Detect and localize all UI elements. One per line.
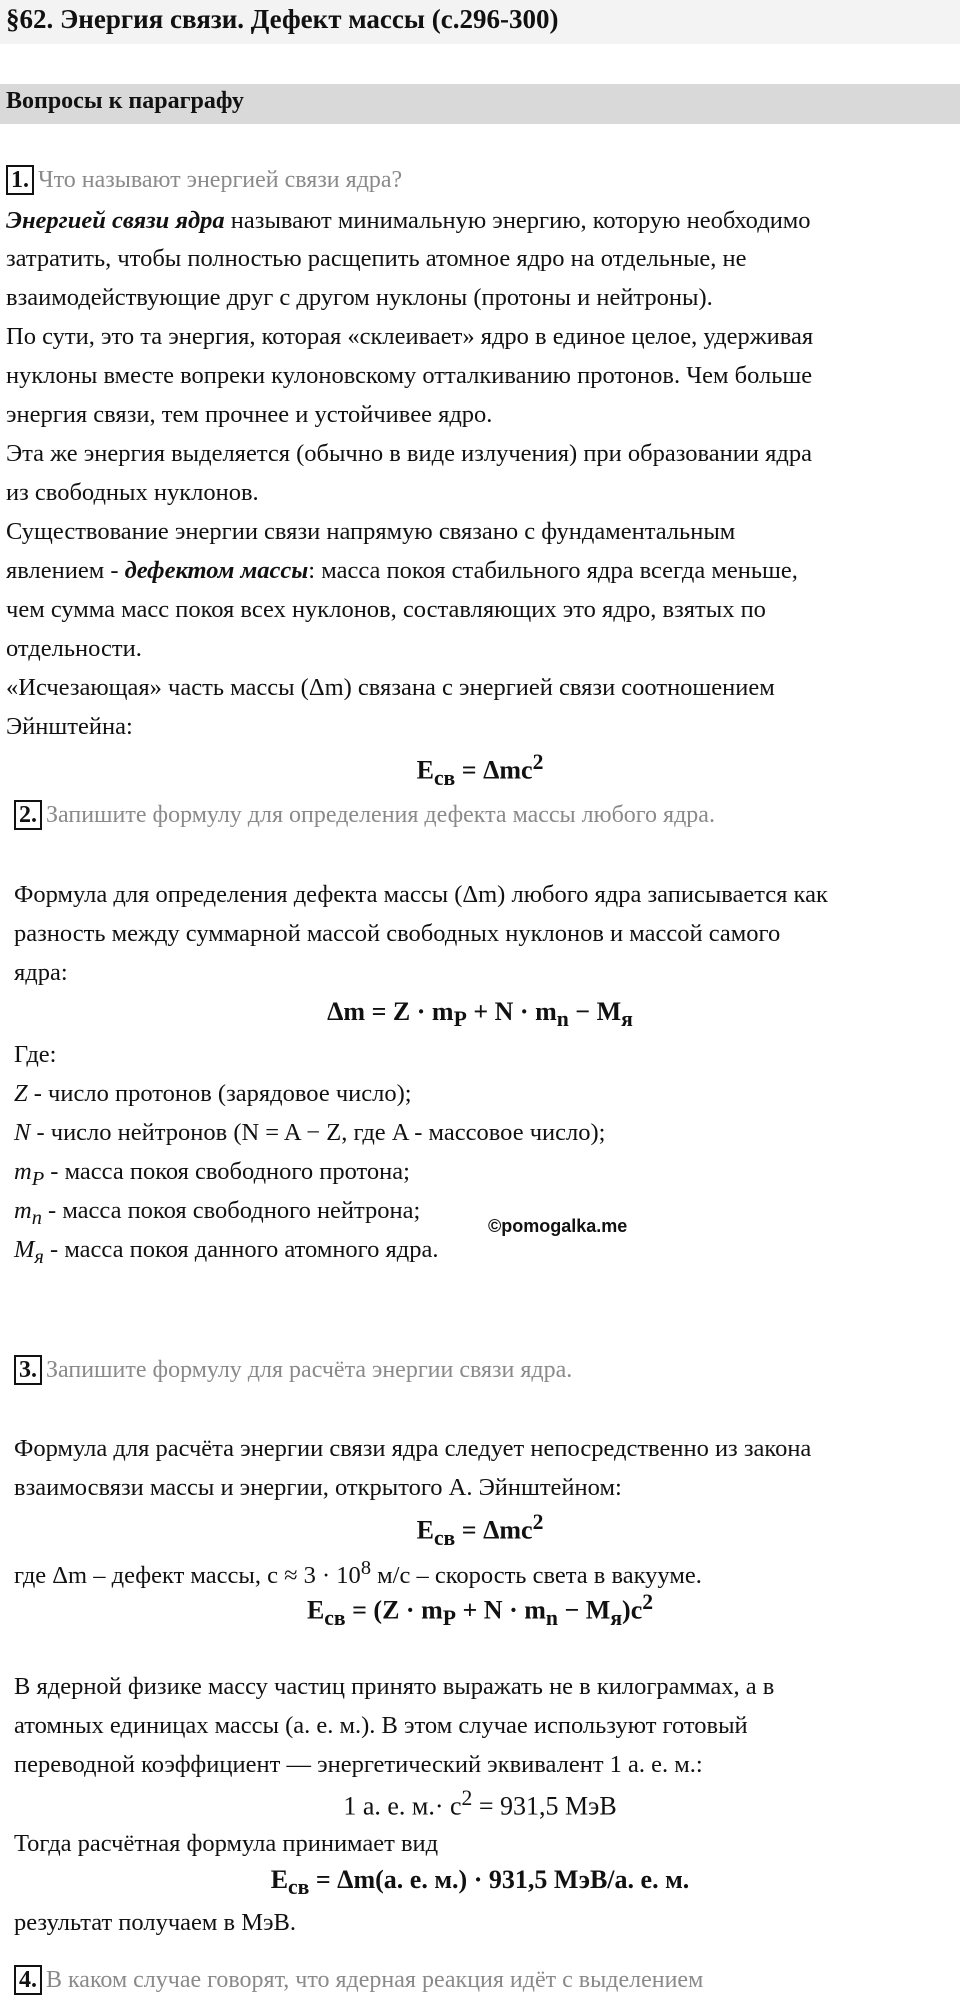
symbol-mn: $m_n$ [14, 1197, 42, 1229]
definition-text: - масса покоя свободного протона; [44, 1158, 410, 1185]
answer-line: Тогда расчётная формула принимает вид [14, 1830, 439, 1857]
answer-line: энергия связи, тем прочнее и устойчивее ядро. [6, 401, 493, 428]
answer-line: переводной коэффициент — энергетический эквивалент 1 а. е. м.: [14, 1751, 703, 1778]
answer-line: взаимодействующие друг с другом нуклоны (протоны и нейтроны). [6, 284, 713, 311]
answer-text: : масса покоя стабильного ядра всегда меньше, [308, 557, 798, 584]
answer-line: По сути, это та энергия, которая «склеивает» ядро в единое целое, удерживая [6, 323, 814, 350]
answer-line [6, 202, 811, 240]
term-binding-energy: Энергией связи ядра [6, 207, 225, 234]
definition-text: - масса покоя свободного нейтрона; [41, 1197, 421, 1224]
question-number-1: 1. [6, 165, 34, 195]
answer-line: ядра: [14, 959, 68, 986]
definition-text: - число нейтронов (N = A − Z, где A - массовое число); [30, 1119, 606, 1146]
answer-line: где Δm – дефект массы, $c \approx 3 \cdot 10^8$ м/с – скорость света в вакууме. [14, 1557, 702, 1590]
symbol-n: N [14, 1119, 31, 1146]
answer-line: Формула для расчёта энергии связи ядра следует непосредственно из закона [14, 1435, 812, 1462]
answer-text: явлением - [6, 557, 125, 584]
answer-line [6, 552, 798, 590]
where-label: Где: [14, 1041, 57, 1068]
answer-line: Существование энергии связи напрямую связано с фундаментальным [6, 518, 736, 545]
question-number-3: 3. [14, 1355, 42, 1385]
answer-line: Эта же энергия выделяется (обычно в виде излучения) при образовании ядра [6, 440, 812, 467]
answer-line: «Исчезающая» часть массы (Δm) связана с энергией связи соотношением [6, 674, 775, 701]
answer-line: Формула для определения дефекта массы (Δm) любого ядра записывается как [14, 881, 828, 908]
question-2 [14, 800, 715, 830]
term-mass-defect: дефектом массы [124, 557, 309, 584]
answer-line: результат получаем в МэВ. [14, 1909, 296, 1936]
symbol-mp: $m_P$ [14, 1158, 45, 1190]
question-number-4: 4. [14, 1965, 42, 1995]
symbol-mya: $M_я$ [14, 1236, 44, 1268]
section-title: Вопросы к параграфу [6, 88, 244, 114]
formula-mass-defect: $\Delta m = Z \cdot m_P + N \cdot m_n - M_я$ [327, 997, 633, 1032]
formula-binding-energy-expanded: $E_{св} = (Z \cdot m_P + N \cdot m_n - M_я)c^2$ [306, 1590, 654, 1630]
question-number-2: 2. [14, 800, 42, 830]
question-text-4: В каком случае говорят, что ядерная реакция идёт с выделением [46, 1967, 704, 1993]
answer-line: В ядерной физике массу частиц принято выражать не в килограммах, а в [14, 1673, 775, 1700]
answer-line: атомных единицах массы (а. е. м.). В этом случае используют готовый [14, 1712, 748, 1739]
formula-binding-energy: $E_{св} = \Delta mc^2$ [416, 750, 544, 790]
answer-line: чем сумма масс покоя всех нуклонов, составляющих это ядро, взятых по [6, 596, 766, 623]
definition-n [14, 1114, 605, 1152]
question-text-3: Запишите формулу для расчёта энергии связи ядра. [46, 1357, 573, 1383]
page-title: §62. Энергия связи. Дефект массы (с.296-300) [6, 4, 559, 34]
answer-line: взаимосвязи массы и энергии, открытого А. Эйнштейном: [14, 1474, 622, 1501]
question-text-2: Запишите формулу для определения дефекта массы любого ядра. [46, 802, 715, 828]
answer-line: затратить, чтобы полностью расщепить атомное ядро на отдельные, не [6, 245, 747, 272]
answer-line: отдельности. [6, 635, 142, 662]
answer-line: разность между суммарной массой свободных нуклонов и массой самого [14, 920, 781, 947]
answer-text: называют минимальную энергию, которую необходимо [224, 207, 811, 234]
definition-text: - масса покоя данного атомного ядра. [43, 1236, 439, 1263]
answer-line: Эйнштейна: [6, 713, 133, 740]
question-text-1: Что называют энергией связи ядра? [38, 167, 403, 193]
formula-binding-energy-mev: $E_{св} = \Delta m(а$. е. м.) · 931,5 МэВ/а. е. м. [270, 1865, 690, 1900]
watermark: ©pomogalka.me [488, 1216, 628, 1236]
definition-text: - число протонов (зарядовое число); [27, 1080, 412, 1107]
question-1 [6, 165, 402, 195]
symbol-z: Z [14, 1080, 28, 1107]
formula-binding-energy-3: $E_{св} = \Delta mc^2$ [416, 1510, 544, 1550]
question-4 [14, 1965, 703, 1995]
answer-line: из свободных нуклонов. [6, 479, 259, 506]
definition-mya [14, 1231, 438, 1276]
question-3 [14, 1355, 572, 1385]
formula-amu-equivalent: 1 а. е. $м.\cdot c^2 = 931,5$ МэВ [343, 1786, 617, 1821]
answer-line: нуклоны вместе вопреки кулоновскому отталкиванию протонов. Чем больше [6, 362, 813, 389]
definition-z [14, 1075, 412, 1113]
